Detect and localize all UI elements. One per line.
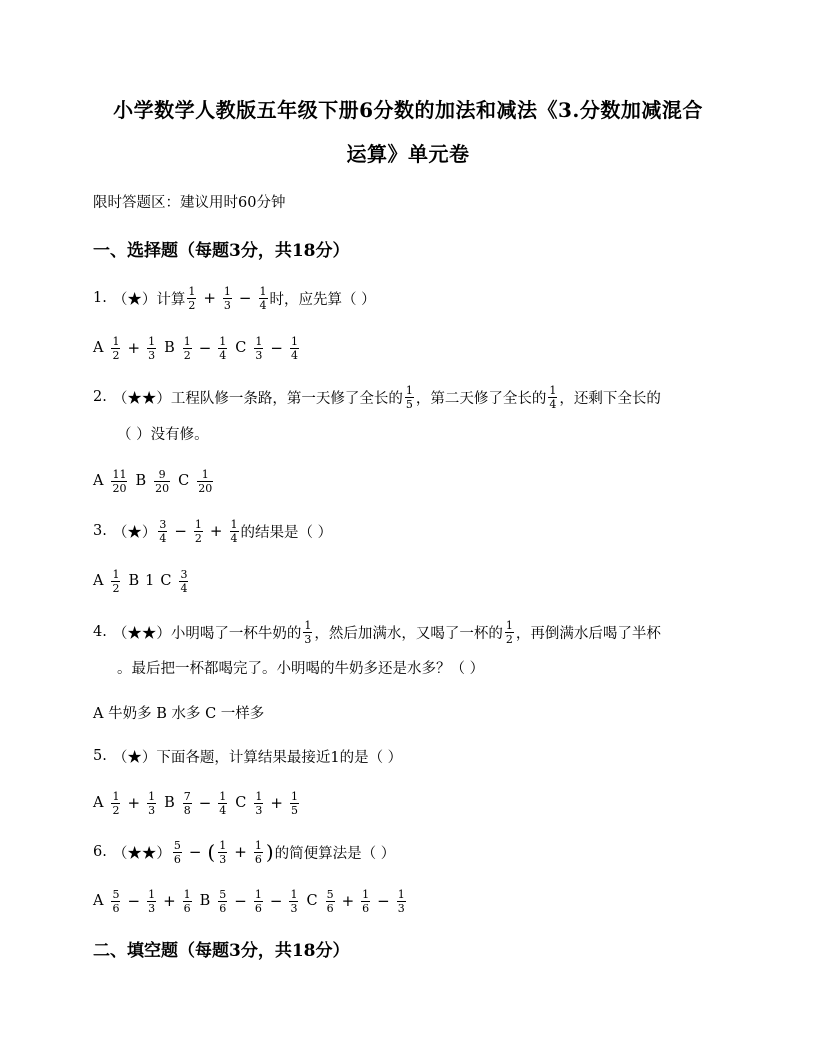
fraction-denominator: 4 — [549, 397, 557, 411]
fraction-numerator: 1 — [304, 618, 312, 632]
question-3 — [93, 515, 332, 547]
fraction — [254, 791, 263, 816]
question-1 — [93, 282, 376, 314]
question-2 — [93, 381, 661, 413]
fraction — [290, 336, 299, 361]
fraction — [290, 791, 299, 816]
fraction — [218, 889, 227, 914]
fraction-denominator: 2 — [188, 298, 196, 312]
operator: + — [234, 843, 247, 861]
question-text: 小明喝了一杯牛奶的 — [170, 625, 302, 642]
fraction — [183, 889, 192, 914]
question-text: 时，应先算（ ） — [269, 291, 376, 308]
fraction — [223, 286, 232, 311]
fraction — [183, 336, 192, 361]
question-number: 3. — [93, 523, 107, 539]
operator: − — [198, 339, 212, 357]
fraction-denominator: 4 — [180, 581, 188, 595]
difficulty-stars: （★） — [112, 749, 157, 766]
operator: − — [188, 843, 202, 861]
question-4-continued: 。最后把一杯都喝完了。小明喝的牛奶多还是水多？（ ） — [117, 660, 485, 677]
operator: + — [209, 522, 223, 540]
fraction-denominator: 5 — [405, 397, 413, 411]
fraction-numerator: 1 — [112, 567, 120, 581]
fraction — [548, 385, 557, 410]
operator: − — [269, 892, 283, 910]
fraction-denominator: 3 — [148, 803, 156, 817]
fraction-numerator: 1 — [255, 334, 263, 348]
option-label: C — [306, 893, 318, 909]
option-label: A — [93, 340, 104, 356]
fraction — [218, 791, 227, 816]
option-label: A — [93, 795, 104, 811]
fraction — [111, 889, 120, 914]
fraction-denominator: 2 — [112, 348, 120, 362]
fraction — [326, 889, 335, 914]
question-text: ，再倒满水后喝了半杯 — [515, 625, 661, 642]
fraction-numerator: 1 — [188, 284, 196, 298]
fraction-numerator: 1 — [148, 789, 156, 803]
fraction-denominator: 4 — [159, 531, 167, 545]
fraction — [405, 385, 414, 410]
option-label: A — [93, 573, 104, 589]
fraction — [147, 336, 156, 361]
option-label: C — [235, 795, 247, 811]
left-paren: ( — [207, 840, 216, 864]
fraction-denominator: 3 — [148, 348, 156, 362]
operator: − — [270, 339, 283, 357]
fraction — [187, 286, 196, 311]
fraction — [147, 889, 156, 914]
fraction-denominator: 3 — [219, 852, 227, 866]
fraction — [111, 469, 127, 494]
question-text: ，第二天修了全长的 — [415, 390, 547, 407]
fraction-numerator: 5 — [326, 887, 334, 901]
operator: − — [127, 892, 141, 910]
operator: − — [174, 522, 187, 540]
fraction-denominator: 4 — [219, 348, 227, 362]
fraction-numerator: 1 — [219, 789, 227, 803]
question-text: 计算 — [156, 291, 186, 308]
fraction — [218, 336, 227, 361]
fraction-numerator: 3 — [159, 517, 167, 531]
fraction-numerator: 1 — [148, 887, 156, 901]
fraction-numerator: 1 — [201, 467, 209, 481]
fraction-numerator: 3 — [180, 567, 188, 581]
fraction-numerator: 1 — [148, 334, 156, 348]
fraction — [183, 791, 192, 816]
operator: + — [127, 339, 141, 357]
fraction-numerator: 1 — [405, 383, 413, 397]
fraction-numerator: 1 — [254, 838, 262, 852]
option-label: B — [164, 795, 175, 811]
fraction-denominator: 5 — [290, 803, 298, 817]
fraction — [179, 569, 188, 594]
fraction-numerator: 1 — [362, 887, 370, 901]
title-line-1: 小学数学人教版五年级下册6分数的加法和减法《3.分数加减混合 — [113, 98, 703, 122]
fraction-numerator: 1 — [194, 517, 202, 531]
fraction-numerator: 1 — [219, 838, 227, 852]
fraction-denominator: 6 — [254, 852, 262, 866]
fraction-denominator: 3 — [290, 901, 298, 915]
question-1-options — [93, 332, 301, 364]
fraction-numerator: 1 — [183, 887, 191, 901]
question-text: 的简便算法是（ ） — [274, 845, 396, 862]
fraction-numerator: 7 — [183, 789, 191, 803]
fraction-numerator: 1 — [112, 334, 120, 348]
fraction — [254, 840, 263, 865]
question-number: 6. — [93, 844, 107, 860]
fraction-denominator: 6 — [254, 901, 262, 915]
fraction — [254, 336, 263, 361]
question-number: 4. — [93, 624, 107, 640]
fraction-denominator: 6 — [219, 901, 227, 915]
fraction — [289, 889, 298, 914]
fraction — [361, 889, 370, 914]
question-text: 下面各题，计算结果最接近1的是（ ） — [156, 749, 403, 766]
fraction — [111, 791, 120, 816]
fraction-numerator: 5 — [112, 887, 120, 901]
difficulty-stars: （★★） — [112, 625, 171, 642]
question-number: 1. — [93, 290, 107, 306]
fraction-numerator: 1 — [397, 887, 405, 901]
fraction — [230, 519, 239, 544]
question-6 — [93, 836, 395, 868]
time-note: 限时答题区：建议用时60分钟 — [93, 194, 286, 211]
fraction-numerator: 1 — [505, 618, 513, 632]
question-5 — [93, 740, 402, 772]
section-heading-fill-in: 二、填空题（每题3分，共18分） — [93, 940, 350, 961]
section-heading-choice: 一、选择题（每题3分，共18分） — [93, 240, 350, 261]
fraction-denominator: 3 — [148, 901, 156, 915]
option-label: B — [128, 573, 140, 589]
question-number: 2. — [93, 389, 107, 405]
fraction-numerator: 1 — [549, 383, 557, 397]
question-3-options — [93, 565, 190, 597]
fraction-numerator: 11 — [112, 467, 127, 481]
fraction-numerator: 5 — [173, 838, 181, 852]
option-label: C — [235, 340, 247, 356]
fraction — [147, 791, 156, 816]
question-5-options — [93, 787, 301, 819]
fraction-numerator: 1 — [290, 887, 298, 901]
fraction — [111, 569, 120, 594]
fraction — [254, 889, 263, 914]
option-label: A — [93, 893, 104, 909]
fraction-numerator: 9 — [158, 467, 166, 481]
fraction-numerator: 1 — [219, 334, 227, 348]
fraction-denominator: 2 — [112, 581, 120, 595]
fraction-numerator: 5 — [219, 887, 227, 901]
fraction-denominator: 3 — [255, 348, 263, 362]
fraction-denominator: 20 — [112, 481, 127, 495]
question-number: 5. — [93, 748, 107, 764]
fraction-denominator: 3 — [397, 901, 405, 915]
question-text: 工程队修一条路，第一天修了全长的 — [170, 390, 403, 407]
fraction — [505, 620, 514, 645]
fraction-denominator: 6 — [326, 901, 334, 915]
fraction — [194, 519, 203, 544]
fraction-numerator: 1 — [223, 284, 231, 298]
fraction-denominator: 6 — [173, 852, 181, 866]
fraction-numerator: 1 — [290, 789, 298, 803]
operator: + — [270, 794, 283, 812]
fraction-denominator: 3 — [304, 632, 312, 646]
fraction-denominator: 2 — [194, 531, 202, 545]
fraction-denominator: 4 — [219, 803, 227, 817]
fraction — [218, 840, 227, 865]
difficulty-stars: （★★） — [112, 390, 171, 407]
operator: − — [377, 892, 390, 910]
fraction — [197, 469, 213, 494]
fraction — [111, 336, 120, 361]
fraction — [173, 840, 182, 865]
question-2-continued: （ ）没有修。 — [117, 426, 209, 443]
fraction-denominator: 8 — [183, 803, 191, 817]
question-4-options: A 牛奶多 B 水多 C 一样多 — [93, 705, 265, 722]
fraction — [158, 519, 167, 544]
fraction — [303, 620, 312, 645]
option-label: A — [93, 473, 104, 489]
question-2-options — [93, 465, 215, 497]
fraction-numerator: 1 — [255, 789, 263, 803]
fraction-denominator: 6 — [183, 901, 191, 915]
option-label: B — [135, 473, 147, 489]
fraction-numerator: 1 — [290, 334, 298, 348]
fraction-denominator: 4 — [259, 298, 267, 312]
fraction-denominator: 3 — [223, 298, 231, 312]
right-paren: ) — [265, 840, 274, 864]
difficulty-stars: （★★） — [112, 845, 171, 862]
question-text: ，然后加满水，又喝了一杯的 — [314, 625, 503, 642]
question-text: ，还剩下全长的 — [559, 390, 661, 407]
option-label: B — [199, 893, 211, 909]
operator: − — [198, 794, 212, 812]
option-label: C — [160, 573, 172, 589]
fraction-denominator: 20 — [155, 481, 170, 495]
fraction-denominator: 2 — [505, 632, 513, 646]
fraction — [154, 469, 170, 494]
fraction-numerator: 1 — [183, 334, 191, 348]
option-label: B — [164, 340, 175, 356]
fraction-denominator: 6 — [112, 901, 120, 915]
operator: + — [127, 794, 141, 812]
option-value: 1 — [145, 573, 155, 589]
question-6-options — [93, 885, 408, 917]
operator: + — [203, 289, 216, 307]
fraction-denominator: 20 — [198, 481, 213, 495]
question-text: 的结果是（ ） — [240, 524, 333, 541]
fraction-numerator: 1 — [259, 284, 267, 298]
fraction-numerator: 1 — [254, 887, 262, 901]
fraction-numerator: 1 — [230, 517, 238, 531]
fraction-denominator: 3 — [255, 803, 263, 817]
fraction-numerator: 1 — [112, 789, 120, 803]
fraction — [259, 286, 268, 311]
difficulty-stars: （★） — [112, 291, 157, 308]
operator: + — [341, 892, 355, 910]
option-label: C — [178, 473, 190, 489]
question-4 — [93, 616, 661, 648]
fraction — [397, 889, 406, 914]
title-line-2: 运算》单元卷 — [346, 142, 470, 166]
fraction-denominator: 6 — [362, 901, 370, 915]
operator: − — [234, 892, 247, 910]
fraction-denominator: 4 — [230, 531, 238, 545]
operator: − — [238, 289, 252, 307]
operator: + — [163, 892, 176, 910]
fraction-denominator: 2 — [112, 803, 120, 817]
fraction-denominator: 2 — [183, 348, 191, 362]
fraction-denominator: 4 — [290, 348, 298, 362]
difficulty-stars: （★） — [112, 524, 157, 541]
